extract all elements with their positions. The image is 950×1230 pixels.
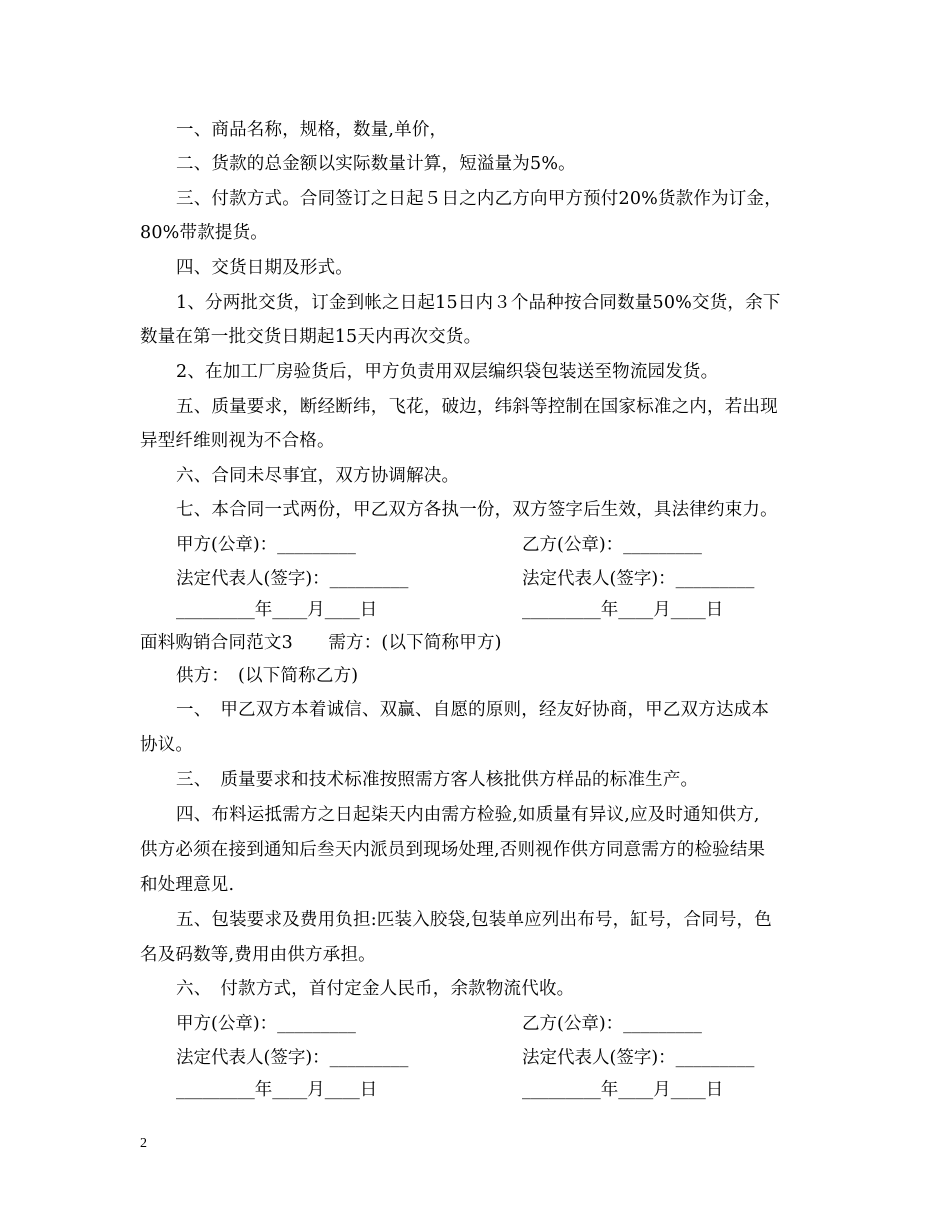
party-b-date-line: _________年____月____日 <box>522 1080 724 1100</box>
paragraph: 六、合同未尽事宜，双方协调解决。 <box>176 466 460 486</box>
paragraph: 和处理意见. <box>140 875 235 895</box>
paragraph: 2、在加工厂房验货后，甲方负责用双层编织袋包装送至物流园发货。 <box>176 362 719 382</box>
paragraph: 80%带款提货。 <box>140 223 268 243</box>
paragraph: 三、付款方式。合同签订之日起５日之内乙方向甲方预付20%货款作为订金， <box>176 189 782 209</box>
paragraph: 四、布料运抵需方之日起柒天内由需方检验,如质量有异议,应及时通知供方, <box>176 805 760 825</box>
paragraph: 五、质量要求，断经断纬，飞花，破边，纬斜等控制在国家标准之内，若出现 <box>176 397 778 417</box>
paragraph: 五、包装要求及费用负担:匹装入胶袋,包装单应列出布号，缸号，合同号，色 <box>176 910 772 930</box>
paragraph: 六、 付款方式，首付定金人民币，余款物流代收。 <box>176 979 575 999</box>
paragraph: 七、本合同一式两份，甲乙双方各执一份，双方签字后生效，具法律约束力。 <box>176 500 778 520</box>
paragraph: 协议。 <box>140 735 194 755</box>
paragraph: 二、货款的总金额以实际数量计算，短溢量为5%。 <box>176 154 576 174</box>
party-a-seal-line: 甲方(公章)：_________ <box>176 1014 356 1034</box>
party-b-seal-line: 乙方(公章)：_________ <box>522 535 702 555</box>
paragraph: 名及码数等,费用由供方承担。 <box>140 945 376 965</box>
party-a-date-line: _________年____月____日 <box>176 600 378 620</box>
paragraph: 三、 质量要求和技术标准按照需方客人核批供方样品的标准生产。 <box>176 770 699 790</box>
party-a-rep-line: 法定代表人(签字)：_________ <box>176 569 409 589</box>
paragraph: 供方必须在接到通知后叁天内派员到现场处理,否则视作供方同意需方的检验结果 <box>140 840 766 860</box>
party-b-seal-line: 乙方(公章)：_________ <box>522 1014 702 1034</box>
paragraph: 四、交货日期及形式。 <box>176 258 353 278</box>
paragraph: 一、商品名称，规格，数量,单价， <box>176 120 448 140</box>
paragraph: 异型纤维则视为不合格。 <box>140 431 335 451</box>
page-number: 2 <box>140 1136 147 1151</box>
paragraph: 1、分两批交货，订金到帐之日起15日内３个品种按合同数量50%交货，余下 <box>176 293 781 313</box>
paragraph: 数量在第一批交货日期起15天内再次交货。 <box>140 327 482 347</box>
party-a-date-line: _________年____月____日 <box>176 1080 378 1100</box>
party-a-seal-line: 甲方(公章)：_________ <box>176 535 356 555</box>
party-a-rep-line: 法定代表人(签字)：_________ <box>176 1048 409 1068</box>
paragraph: 一、 甲乙双方本着诚信、双赢、自愿的原则，经友好协商，甲乙双方达成本 <box>176 700 770 720</box>
party-b-rep-line: 法定代表人(签字)：_________ <box>522 1048 755 1068</box>
party-b-date-line: _________年____月____日 <box>522 600 724 620</box>
section-heading: 面料购销合同范文3 需方：(以下简称甲方) <box>140 633 502 653</box>
party-b-rep-line: 法定代表人(签字)：_________ <box>522 569 755 589</box>
supplier-line: 供方： (以下简称乙方) <box>176 666 359 686</box>
